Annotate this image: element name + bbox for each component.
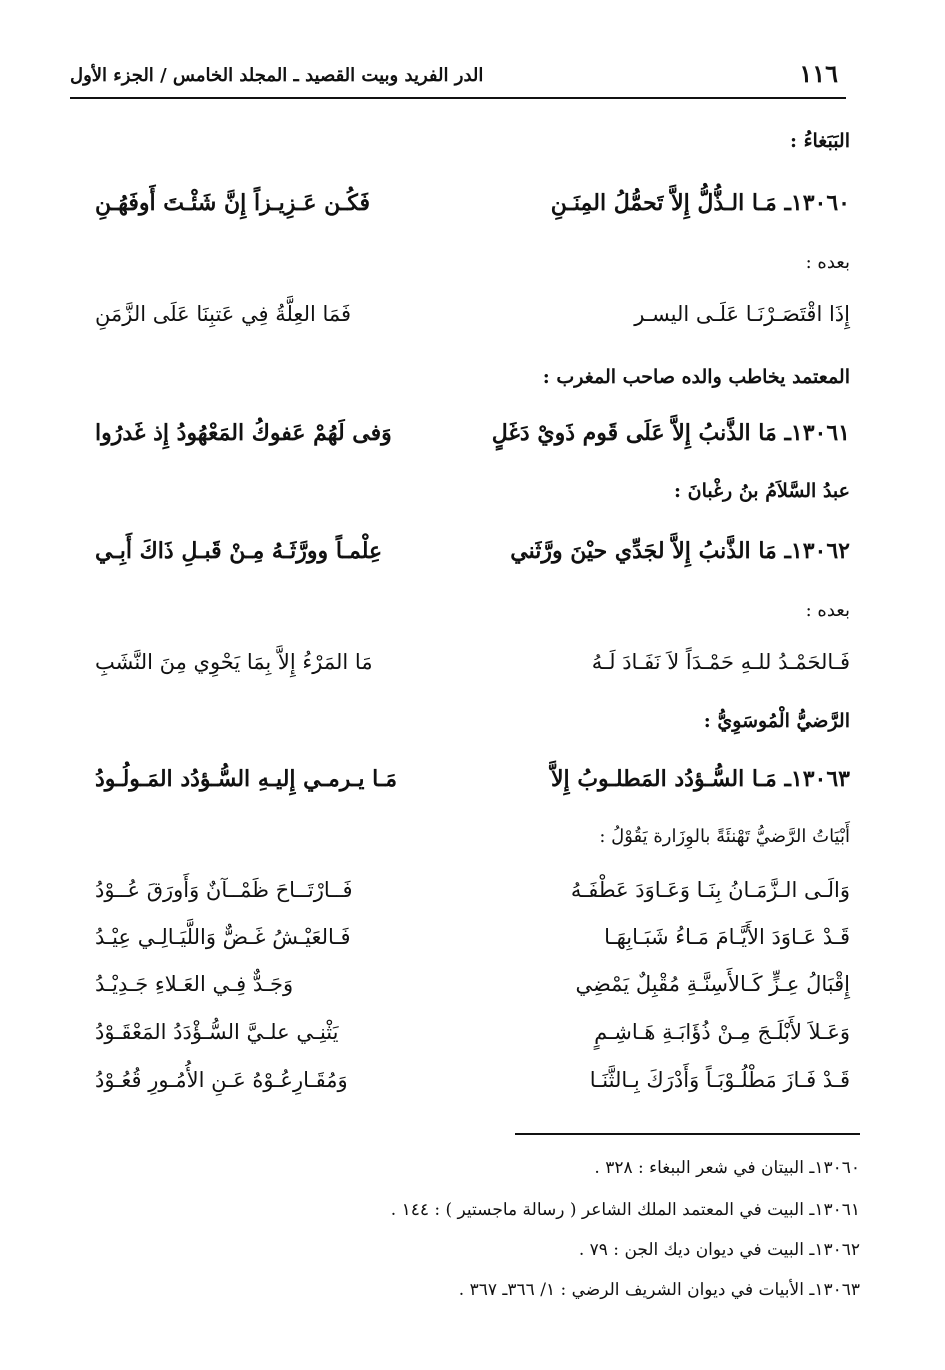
poet-label: عبدُ السَّلاَمُ بنُ رغْبانَ : [674,480,850,502]
verse-line [95,1020,850,1060]
verse-first-hemistich: قَـدْ فَـازَ مَطْلُـوْبَـاً وَأَدْرَكَ بِـالثَّنَـا [589,1068,850,1092]
verse-first-hemistich: ١٣٠٦٠ـ مَـا الـذُّلُّ إِلاَّ تَحمُّلُ المِنَـنِ [550,190,850,216]
footnote: ١٣٠٦٢ـ البيت في ديوان ديك الجن : ٧٩ . [578,1240,860,1260]
verse-second-hemistich: يَثْنِـي علـيَّ السُّـؤْدَدُ المَعْقَـوْدُ [95,1020,339,1044]
running-title: الدر الفريد وبيت القصيد ـ المجلد الخامس / الجزء الأول [70,65,484,86]
verse-first-hemistich: ١٣٠٦٣ـ مَـا السُّـؤدُد المَطلـوبُ إِلاَّ [551,766,850,792]
verse-line [95,972,850,1012]
verse-second-hemistich: فَـالعَيْـشُ غَـضٌّ وَاللَّيَـالِـي عِيْـدُ [95,925,351,949]
verse-after-13062 [95,650,850,690]
footnote: ١٣٠٦١ـ البيت في المعتمد الملك الشاعر ( رسالة ماجستير ) : ١٤٤ . [390,1200,860,1220]
verse-13063 [95,766,850,806]
poet-label: البَبَغاءُ : [789,130,850,152]
verse-second-hemistich: فَكُـن عَـزِيـزاً إِنَّ شَئْـتَ أَوفَهُـنِ [95,190,370,216]
verse-first-hemistich: فَـالحَمْـدُ للـهِ حَمْـدَاً لاَ نَفَـادَ لَـهُ [591,650,850,674]
verse-first-hemistich: وَعَـلاَ لأَبْلَـجَ مِـنْ ذُؤَابَـةِ هَـاشِـمٍ [594,1020,850,1044]
page-header [70,55,846,95]
verse-line [95,1068,850,1108]
verse-line [95,925,850,965]
verse-second-hemistich: وَفى لَهُمْ عَفوكُ المَعْهُودُ إِذ غَدرُوا [95,420,392,446]
verse-first-hemistich: ١٣٠٦١ـ مَا الذَّنبُ إِلاَّ عَلَى قَوم ذَويْ دَغَلٍ [491,420,850,446]
verse-13061 [95,420,850,460]
intro-label: أَبْيَاتُ الرَّضيُّ تَهْنئَةً بالوِزَارة يَقُوْلُ : [599,826,850,847]
poet-label: الرَّضيُّ الْمُوسَوِيُّ : [703,710,850,732]
verse-first-hemistich: إِقْبَالُ عِـزٍّ كَـالأَسِنَّـةِ مُقْبِلٌ يَمْضِي [575,972,850,996]
verse-13062 [95,538,850,578]
verse-first-hemistich: قَـدْ عَـاوَدَ الأَيَّـامَ مَـاءُ شَبَـابِهَـا [604,925,850,949]
verse-second-hemistich: مَا المَرْءُ إِلاَّ بِمَا يَحْوِي مِنَ النَّشَبِ [95,650,373,674]
poet-label: المعتمد يخاطب والده صاحب المغرب : [542,366,850,388]
footnote-divider [515,1133,860,1135]
footnote: ١٣٠٦٣ـ الأبيات في ديوان الشريف الرضي : ١/ ٣٦٦ـ ٣٦٧ . [458,1280,860,1300]
verse-first-hemistich: ١٣٠٦٢ـ مَا الذَّنبُ إِلاَّ لجَدِّي حيْنَ ورَّثَني [510,538,850,564]
verse-second-hemistich: وَمُقَـارِعُـوْهُ عَـنِ الأُمُـورِ قُعُـوْدُ [95,1068,348,1092]
verse-after-13060 [95,302,850,342]
verse-second-hemistich: عِلْمـاً وورَّثَـهُ مِـنْ قَبـلِ ذَاكَ أَبِـي [95,538,383,564]
verse-13060 [95,190,850,230]
verse-second-hemistich: فَــارْتَــاحَ ظَمْــآنٌ وَأَورَقَ عُــوْدُ [95,878,353,902]
verse-first-hemistich: وَالَـى الـزَّمَـانُ بِنَـا وَعَـاوَدَ عَطْفَـهُ [570,878,850,902]
footnote: ١٣٠٦٠ـ البيتان في شعر الببغاء : ٣٢٨ . [594,1158,860,1178]
verse-second-hemistich: مَـا يـرمـي إِليـهِ السُّـؤدُد المَـولُـودُ [95,766,398,792]
after-label: بعده : [805,600,850,621]
verse-line [95,878,850,918]
header-divider [70,97,846,99]
page-number: ١١٦ [799,59,838,88]
verse-second-hemistich: وَجَـدٌّ فِـي العَـلاءِ جَـدِيْـدُ [95,972,294,996]
after-label: بعده : [805,252,850,273]
verse-second-hemistich: فَمَا العِلَّةُ فِي عَتبِنَا عَلَى الزَّمَنِ [95,302,352,326]
verse-first-hemistich: إِذَا اقْتَصَـرْنَـا عَلَـى اليسـر [634,302,850,326]
